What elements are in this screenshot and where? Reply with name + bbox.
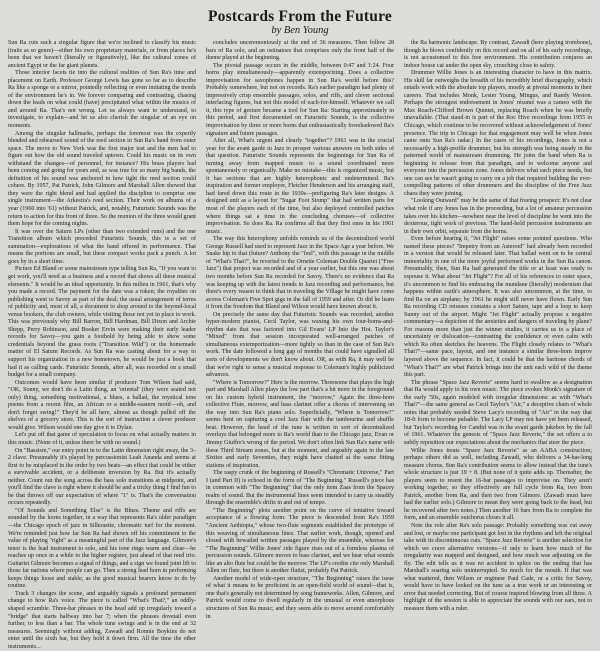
column-1 — [8, 40, 196, 650]
paragraph: Picture Ed Bland or some mainstream type telling Sun Ra, "If you want to get work, you'll need as a business and a record that shows all these musical elements." It would be an ideal opportunity. In this milieu in 1961, that's why you made a record. The payment for the date was a token; the royalties on publishing went to Savoy as part of the deal; the usual arrangement of terms of publicity and, most of all, a document to shop around to the beyond-local venue bookers, the club owners, while visiting those not yet in place to work. This was previously why Bill Barron, Bill Hardman, Bill Dixon and Archie Shepp, Perry Robinson, and Booker Ervin were making their early leader records for Savoy—you gain a foothold by being able to show some credentials beyond the grass roots ("Transition Wild") or the homemade matter of El Saturn Records. As Sun Ra was casting about for a way to support his organization in a new hometown, he would be just a book that had it as calling cards. Futuristic Sounds, after all, was recorded on a small budget for a small company. — [8, 266, 196, 379]
paragraph: Even before hearing it, "Jet Flight" raises some pointed questions. Who named these pieces? "Impetry from an Asteroid" had already been recorded in a version that would be released later. That ballad went on to be central immortality in one of the more joyful performed works in the Sun Ra canon. Presumably, then, Sun Ra had generated the title or at least was ready to espouse it. What about "Jet Flight"? For all of his references to outer space, it's uncommon to find his embracing the mundane (literally) modernism that happens within earth's atmosphere. It was also uncommon, at the time, to find Ra on an airplane; by 1961 he might still never have flown. Early Sun Ra recording CD reissues contains a short Saturn, tape and a loop to keep Sunny out of the airport. Might "Jet Flight" actually propose a negative commentary—a depiction of the anxieties and dangers of traveling by plane? For reasons more than just the winner studies, it carries us to a place of uncertainty or dislocation—contrasting the confidence or even calm with which Ra often sketches the heavens. The Flight closely relates to "What's That?"—same pace, layout, and one instance a similar three-horn improv layered above the sequence. In fact, it could be that the baritone chords of "What's That?" are what Patrick brings into the unit each wild of the theme this part. — [404, 236, 592, 379]
article-title: Postcards From the Future — [208, 8, 392, 25]
paragraph: Drummer Willie Jones is an interesting character to have in this matrix. His skill far outweighs the breadth of his incredibly brief discography, which entails work with the absolute top players, mostly at pivotal moments in their careers. That includes Monk, Lester Young, Mingus, and Randy Weston. Perhaps the strongest endorsement in Jones' résumé was a cameo with the Max Roach-Clifford Brown Quintet, replacing Roach when he was briefly unavailable. (That stand-in is part of the Roc Hive recordings from 1955 in Chicago, which continue to be recovered without acknowledgement of Jones' presence. The trip to Chicago for that engagement may well be when Jones came onto Sun Ra's radar.) In the cases of his recordings, Jones is not a necessarily a high-profile drummer, but his strength was being steady in the patterned world of mainstream drumming. He joins the band when Ra is beginning to release from that paradigm, and to welcome anyone and everyone into the percussion zone. Jones delivers what each piece needs, but one can see he wasn't going to carry on a job that required building the ever-compelling patterns of other drummers and the discipline of the Free Jazz chaos they were joining. — [404, 70, 592, 197]
paragraph: The way this heterophony unfolds reminds us of the decentralized world George Russell had used to represent Jazz in the Space Age a year before. We Snake hip to that (future? Anthony the "feel", with this passage in the middle of "What's That?", he reverted to the Ornette Coleman Double Quartet ("Free Jazz") that project was recorded and of a year earlier, but this one was about two months before Sun Ra recorded for Savoy. There's no evidence that Ra was keeping up with the latest trends in Jazz recording and performance, but there's every reason to think that in traveling the Village he might have come across Coleman's Five Spot gigs in the fall of 1959 and after. Or did he learn it from the freedom that Bland and Wilson would have known about it. — [206, 236, 394, 311]
paragraph: Among the singular hallmarks, perhaps the foremost was the expertly blended and rehearsed sound of the reed section in Sun Ra's band from outer space. The move to New York was the first major test and the men had to figure out how the old sound traveled uptown. Could his music on its own withstand the changes—of personnel, for instance? His brass players had been coming and going for years and, as was true for so many big bands, the definition of his sound was anchored in how tight the reed section could cohere. By 1957, Pat Patrick, John Gilmore and Marshall Allen showed that they were the right blend and had applied the discipline to comprise one single instrument—the Arkestra's reed section. Their work on albums of a year (1960 into '61) without Patrick, and, notably, Futuristic Sounds was the return to action for this front of three. So the reunion of the three would grant them hope for the coming nights. — [8, 130, 196, 228]
paragraph: Sun Ra cuts such a singular figure that we're inclined to classify his music (traits as so genre)—either his own proprietary materials, or from places he's been that we haven't (literally or figuratively), like the cultural zones of ancient Egypt or the far giant planets. — [8, 40, 196, 69]
paragraph: On precisely the same day that Futuristic Sounds was recorded, another hyper-modern pianist, Cecil Taylor, was waxing his own four-horns-and-rhythm date that was factored into Gil Evans' LP Into the Hot. Taylor's "Mixed" from that session incorporated well-arranged patches of simultaneous extemporization—more tightly so than in the case of Sun Ra's work. The date followed a long gap of months that could have signalled all sorts of developments we don't know about. OR, as with Ra, it may well be that we're right to sense a musical response to Coleman's highly publicized advances. — [206, 311, 394, 379]
paragraph: Willie Jones treats "Space Jazz Reverie" as an AABA construction; perhaps others did as well, including Zawadi, who delivers a 34-bar-long measure chorus. Sun Ra's contribution seems to allow instead that the tune's whole structure is just 19 + 8. (But none of it quite adds up. Thereafter, the players seem to resent the 16-bar passages to improvise on. They aren't working together, so they effectively are full cycle from Ra, two from Patrick, another from Ra, and then two from Gilmore. (Zawadi must have had the earlier solo.) Gilmore to mean they were going back to the head, but he recovered after two notes.) Then another 16 bars from Ra to complete the form, and an ensemble outchorus closes it all. — [404, 447, 592, 522]
paragraph: Note the role after Ra's solo passage: Probably something was cut away and lost, or maybe one participant got lost in the rhythms and left the original take with its discontinuous cuts. "Space Jazz Reverie" is another selection for which we crave alternative versions—if only to learn how much of the irregularity was mapped and designed, and how much was adjusting on the fly. The edit tells us it was no accident to splice on the ending that has Marshall's soaring solo uninterrupted. So much for the mouth. If that was what mattered, then Wilson or engineer Paul Cade, or a critic for Savoy, would have to have looked on the tune as a true work or an interesting or error that needed correcting. But of course inspired blowing from all three. A highlight of the session is able to appreciate the sounds with our ears, not to measure them with a ruler. — [404, 523, 592, 613]
paragraph: The pivotal passage occurs in the middle, between 0:47 and 1:24. Four horns play simultaneously—apparently extemporizing. Does a collective improvisation for saxophones happen in Sun Ra's world before this? Probably somewhere, but not on records. Ra's earlier paradigm had plenty of impressively crisp ensemble passages, solos, and riffs, and clever sectional interlacing figures, but not this model of each-for-himself. Whatever we call it, this type of gesture became a tool for Sun Ra: Starting approximately in this period, and first documented on Futuristic Sounds, is the collective improvisation by three or more horns that enthusiastically foreshadowed Ra's signature and future passages. — [206, 62, 394, 137]
article-body — [8, 40, 592, 650]
paragraph: "Of Sounds and Something Else" is the Blues. Theme and riffs are sounded by the horns together, in a way that represents Ra's older paradigm—the Chicago epoch of jazz in Silhouette, chromatic turf for the moment. We're reminded just how far Sun Ra had shown off his commitment to the value of playing "right" as a meaningful part of the Jazz language. Gilmore's tenor is the lead instrument to solo, and his tone rings warm and clear—he reaches up once in a while to the higher register, just ahead of that reed trio. Guitarist Gilmore becomes a signal of things, and a sign we found joint lift to those far nations where people can go. Then a strong lead horn in performing keeps things loose and stable, as the good musical bearers know to do by routine. — [8, 507, 196, 590]
paragraph: Outcomes would have been similar if producer Tom Wilson had said, "OK, Sonny, we don't do a Latin thing, an 'oriental' (they were seated not only) thing, something motivational, a blues, a ballad, the mystical tone poems from a recent film, an African or a middle-eastern motif—oh, and don't forget swing!" They'd be all here, almost as though pulled off the shelves of a grocery store. This is the sort of instruction a clever producer would give. Wilson would one day give it to Dylan. — [8, 379, 196, 431]
paragraph: "The Beginning" plots another point on the curve of tentative toward acceptance of a flowing form. The piece is descended from Ra's 1959 "Ancient Aethiopia," whose two-flute segments established the prototype of this weaving of simultaneous lines. That earlier work, though, opened and closed with bewailed written passages played by the ensemble, whereas for "The Beginning" Willie Jones' ride figure rises out of a formless plasma of percussion sounds. Gilmore moves to bass clarinet, and we hear what sounds like an alto flute but could be the morrow. The LP's credits cite only Marshall Allen on flute, but there is another flutist, probably Pat Patrick. — [206, 507, 394, 575]
paragraph: The phrase "Space Jazz Reverie" seems hard to swallow as a designation that Ra would apply to his own music. The piece evokes Monk's signature of the early '50s, again modeled with irregular dimensions: as with "What's That?"—the same general as Cecil Taylor's "Air," a deceptive chain of whole notes that probably seeded Steve Lacy's recording of "Air" in the way that 18-ft form to become pulsable. The Lacy LP may not have yet been released, but Taylor's recording for Candid was in the avant garde jukebox by the fall of 1961. Whatever the genesis of "Space Jazz Reverie," the set offers a to subtly reposition our expectations about the mechanics that steer the piece. — [404, 379, 592, 446]
paragraph: Let's put off that game of speculation to focus on what actually matters in this music. (None of it, unless there be with no sound.) — [8, 432, 196, 446]
paragraph: "Where is Tomorrow?" Here is the morrow. Threesome that plays the high part and Marshall Allen plays the low part that's a bit more in the foreground on his custom hybrid instrument, the "morrow," Again the three-horn collective Flute, morrow, and bass clarinet offer a chorus of intervening on the way into Sun Ra's piano solo. Superficially, "Where is Tomorrow?" seems bent on capturing a cool Jazz flair with the tambourine and shuffle beat. However, the head of the tune is written in sort of decentralized overlays that belonged more to Ra's world than to the Chicago jazz, Evan or Jimmy Giuffre's wrong of the period. We don't often link Sun Ra's name with these Third Stream zones, but at the moment, and arguably again in the late Sixties and early Seventies, they might have chatted at the same fitting stations of inspiration. — [206, 379, 394, 469]
paragraph: Those interior facets tie into the cultural realities of Sun Ra's time and placement on Earth. Professor George Lewis has gone so far as to describe Ra like a sponge or a mirror, pointedly reflecting or even imitating the trends of the environment he's in. We forever comparing and contrasting, chasing down the leads on what could (have) precipitated what within the musics of and around Ra. That's not wrong. Let us always want to understand, to investigate, to explain—and let us also cherish the singular of an eye on moments. — [8, 70, 196, 130]
paragraph: "Looking Outward" may be the same of that freeing prospect: It's not clear what role if any Jones has in the proceeding, but a lot of amateur percussion takes over his kitchen—nowhere near the level of discipline he went into the dexterous, tight work of previous. The hand-held percussion instruments are in their own orbit, separate from the horns. — [404, 198, 592, 235]
paragraph: Track 3 changes the scene, and arguably signals a profound permanent change to how Ra's voice. The piece is called "What's That?," an oddly-shaped scramble. Three-bar phrases in the head add up irregularly toward a "bridge" that starts halfway into bar 7; when the phrases dovetail even further, to less than a bar. The whole tune swings and is in the end at 32 measures. Seemingly without adding, Zawadi and Ronnie Boykins do not enter until the sixth bar, but they hold it down firm. All the time the other instruments... — [8, 590, 196, 650]
paragraph: On "Bassism," our entry point in to the Latin dimension right away, the 3–2 clave. Presumably it's played by percussionist Leah Ananda and seems at first to be misplaced in the order by two beats—an effect that could be either a survivable accident, or a deliberate inversion by Ra. But it's actually neither. Count out the song across the bass solo transitions at midpoint, and you'll find the clave is right where it should be and a tricky thing I find fun to be that throws off our expectation of where "1" is. That's the conversation occurs repeatedly. — [8, 447, 196, 507]
column-2 — [206, 40, 394, 620]
paragraph: concludes unceremoniously at the end of 36 measures. Then follow 28 bars of Ra solo, and an ostinatoes that comprises only the front half of the theme played at the beginning. — [206, 40, 394, 62]
paragraph: The raspy crunk of the beginning of Russell's "Chromatic Universe," Part I (and Part II) is echoed in the form of "The Beginning." Russell's piece has in common with "The Beginning" that the only item Zaas from the Spacey realm of sound. But the instrumental lines seem intended to carry us steadily through the ensemble's drifts in and out of tempo. — [206, 470, 394, 507]
paragraph: Another model of wide-open structure, "The Beginning" raises the issue of what it means to be proficient in an open-field world of sound—that is, one that's generally not determined by song frameworks. Allen, Gilmore, and Patrick would come to dwell regularly in the unusual or even amorphous structures of Sun Ra music; and they seem able to move around comfortably in — [206, 575, 394, 620]
article-byline: by Ben Young — [271, 25, 329, 36]
paragraph: It was over the Saturn LPs (other than two extended runs) and the one Transition album which preceded Futuristic Sounds, this is a set of summation—explorations of what the band offered in performance. That means the portions are small, but these compact works pack a punch. A lot goes by in a short time. — [8, 228, 196, 265]
paragraph: the Ra harmonic landscape. By contrast, Zawadi (here playing trombone), though he blows confidently on this record and on all of his early recordings, is not accustomed to this free environment. His contribution conjures an indoor house cat under the open sky, crouching close to safety. — [404, 40, 592, 69]
column-3 — [404, 40, 592, 613]
paragraph: After all, What's urgent and clearly "together"? 1961 was in the crucial year for the avant garde in Jazz to prosper various answers on both sides of that question. Futuristic Sounds represents the beginnings for Sun Ra of turning away from mapped music to a sound coordinated more spontaneously or organically. Make no mistake—this is organized music, but it has sections that are highly heterophonic and undetermined. Ra's inspiration and former employer, Fletcher Henderson and his arranging staff, had fared down this route in the 1930s—prefiguring Ra's later designs. A designed unit as a layout for "Sugar Foot Stomp" that had written parts for most of the players each of the time, but also deployed controlled patches where things sat a time in the concluding choruses—of collective improvisation. So does Ra. Ra confirms all that they first ones in his 1961 music. — [206, 138, 394, 235]
